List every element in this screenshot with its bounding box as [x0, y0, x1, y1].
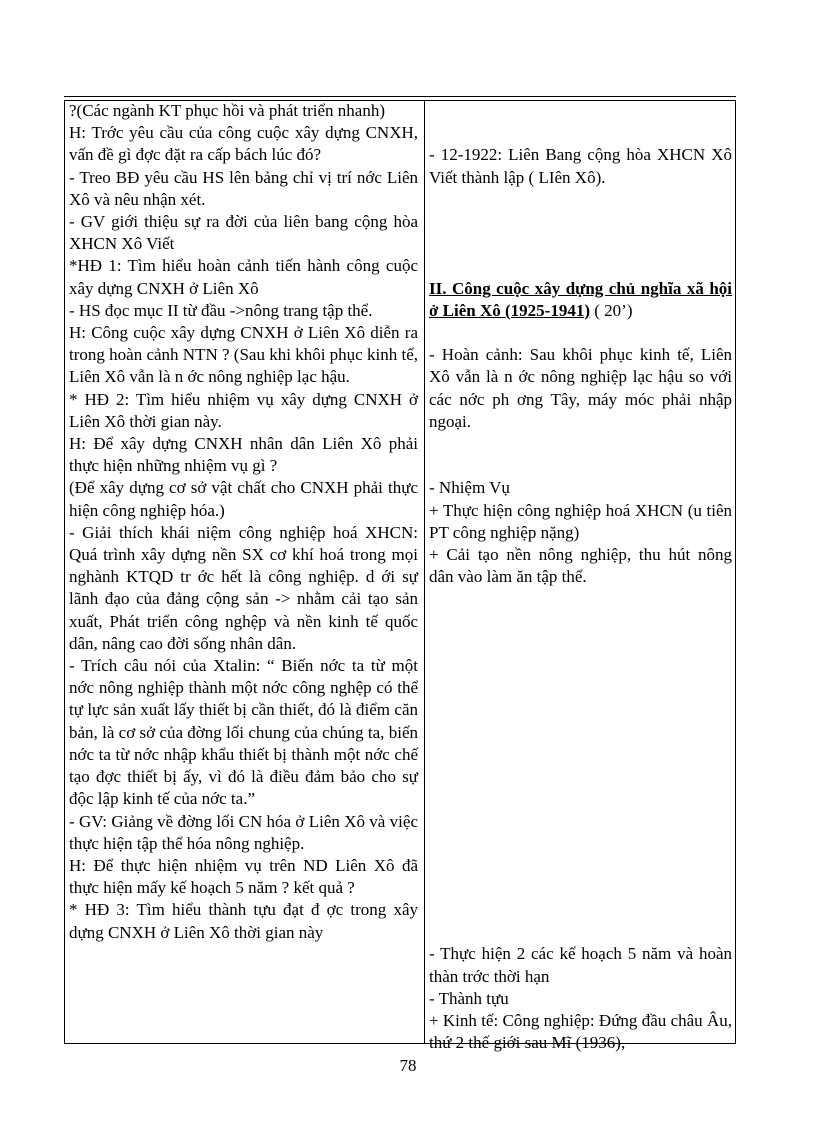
- right-para-task-1: + Thực hiện công nghiệp hoá XHCN (u tiên PT công nghiệp nặng): [429, 500, 732, 542]
- left-para-industrialization-concept: - Giải thích khái niệm công nghiệp hoá XHCN: Quá trình xây dựng nền SX cơ khí hoá trong mọi nghành KTQD tr ớc hết là công nghiệp. d ới sự lãnh đạo của đảng cộng sản -> nhằm cải tạo sản xuất, Phát triển công nghệp và nền kinh tế quốc dân, nâng cao đời sống nhân dân.: [69, 522, 418, 653]
- right-para-economy: + Kinh tế: Công nghiệp: Đứng đầu châu Âu, thứ 2 thế giới sau Mĩ (1936),: [429, 1010, 732, 1053]
- right-para-tasks-title: - Nhiệm Vụ: [429, 478, 510, 498]
- left-para-question-context: H: Công cuộc xây dựng CNXH ở Liên Xô diễn ra trong hoàn cảnh NTN ? (Sau khi khôi phục kinh tế, Liên Xô vẫn là n ớc nông nghiệp lạc hậu.: [69, 323, 418, 387]
- left-para-hd3: * HĐ 3: Tìm hiểu thành tựu đạt đ ợc trong xây dựng CNXH ở Liên Xô thời gian này: [69, 900, 418, 942]
- teacher-student-activities-column: [69, 100, 418, 944]
- left-para-recovery: ?(Các ngành KT phục hồi và phát triển nhanh): [69, 101, 385, 120]
- left-para-question-tasks: H: Để xây dựng CNXH nhân dân Liên Xô phải thực hiện những nhiệm vụ gì ?: [69, 434, 418, 476]
- left-para-hd1: *HĐ 1: Tìm hiểu hoàn cảnh tiến hành công cuộc xây dựng CNXH ở Liên Xô: [69, 256, 418, 298]
- left-para-question-urgent: H: Trớc yêu cầu của công cuộc xây dựng CNXH, vấn đề gì đợc đặt ra cấp bách lúc đó?: [69, 123, 418, 165]
- left-para-gv-lecture: - GV: Giảng về đờng lối CN hóa ở Liên Xô và việc thực hiện tập thể hóa nông nghiệp.: [69, 811, 418, 853]
- right-para-achievements-title: - Thành tựu: [429, 988, 509, 1008]
- left-para-answer-tasks: (Để xây dựng cơ sở vật chất cho CNXH phải thực hiện công nghiệp hóa.): [69, 478, 418, 520]
- top-rule: [64, 96, 736, 97]
- left-para-question-plans: H: Để thực hiện nhiệm vụ trên ND Liên Xô đã thực hiện mấy kế hoạch 5 năm ? kết quả ?: [69, 855, 418, 898]
- left-para-map: - Treo BĐ yêu cầu HS lên bảng chỉ vị trí nớc Liên Xô và nêu nhận xét.: [69, 167, 418, 209]
- left-para-read-section: - HS đọc mục II từ đầu ->nông trang tập thể.: [69, 300, 373, 320]
- section-heading-time: ( 20’): [590, 300, 633, 320]
- right-para-soviet-union-formed: - 12-1922: Liên Bang cộng hòa XHCN Xô Viết thành lập ( LIên Xô).: [429, 145, 732, 187]
- left-para-hd2: * HĐ 2: Tìm hiểu nhiệm vụ xây dựng CNXH ở Liên Xô thời gian này.: [69, 389, 418, 431]
- right-para-plans: - Thực hiện 2 các kế hoạch 5 năm và hoàn thàn trớc thời hạn: [429, 944, 732, 986]
- left-para-gv-intro: - GV giới thiệu sự ra đời của liên bang cộng hòa XHCN Xô Viết: [69, 212, 418, 254]
- section-heading-title: II. Công cuộc xây dựng chủ nghĩa xã hội ở Liên Xô (1925-1941): [429, 278, 732, 320]
- right-para-context: - Hoàn cảnh: Sau khôi phục kinh tế, Liên Xô vẫn là n ớc nông nghiệp lạc hậu so với các nớc ph ơng Tây, máy móc phải nhập ngoại.: [429, 345, 732, 431]
- page-number: 78: [399, 1056, 417, 1075]
- section-heading: [429, 278, 732, 322]
- column-divider: [424, 100, 425, 1044]
- left-para-stalin-quote: - Trích câu nói của Xtalin: “ Biến nớc ta từ một nớc nông nghiệp thành một nớc công nghệp có thể tự lực sản xuất lấy thiết bị cần thiết, đó là điểm căn bản, là cơ sở của đờng lối chung của chúng ta, biến nớc ta từ nớc nhập khẩu thiết bị thành một nớc chế tạo đợc thiết bị ấy, vì đó là điều đảm bảo cho sự độc lập kinh tế của nớc ta.”: [69, 656, 418, 809]
- lesson-content-column: [429, 100, 732, 1054]
- right-para-task-2: + Cải tạo nền nông nghiệp, thu hút nông dân vào làm ăn tập thể.: [429, 544, 732, 587]
